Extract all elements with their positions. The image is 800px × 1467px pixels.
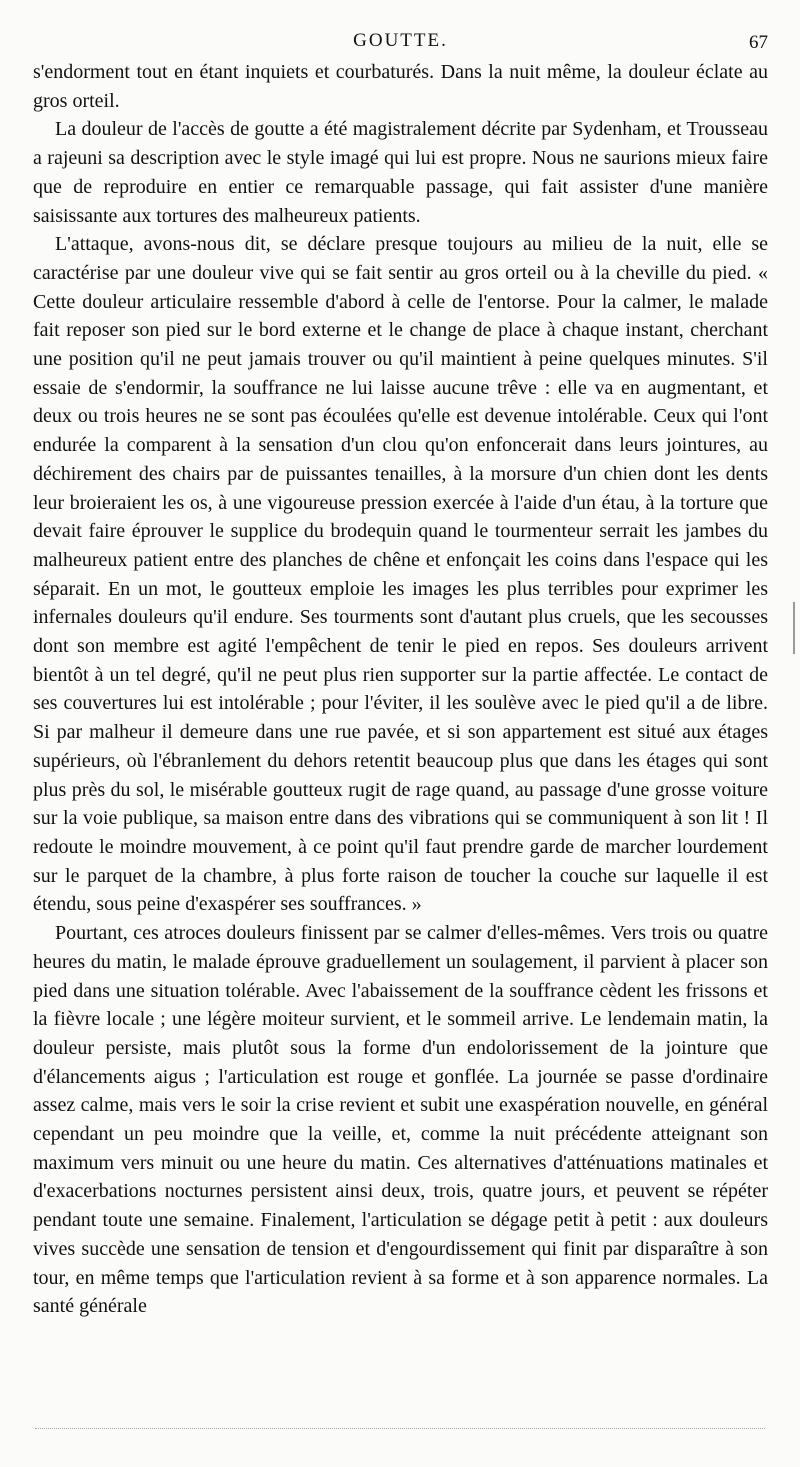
page-number: 67	[749, 32, 768, 53]
margin-mark	[793, 602, 795, 654]
paragraph-4: Pourtant, ces atroces douleurs finissent par se calmer d'elles-mêmes. Vers trois ou quatre heures du matin, le malade éprouve graduellement un soulagement, il parvient à placer son pied dans une situation tolérable. Avec l'abaissement de la souffrance cèdent les frissons et la fièvre locale ; une légère moiteur survient, et le sommeil arrive. Le lendemain matin, la douleur persiste, mais plutôt sous la forme d'un endolorissement de la jointure que d'élancements aigus ; l'articulation est rouge et gonflée. La journée se passe d'ordinaire assez calme, mais vers le soir la crise revient et subit une exaspération nouvelle, en général cependant un peu moindre que la veille, et, comme la nuit précédente atteignant son maximum vers minuit ou une heure du matin. Ces alternatives d'atténuations matinales et d'exacerbations nocturnes persistent ainsi deux, trois, quatre jours, et peuvent se répéter pendant toute une semaine. Finalement, l'articulation se dégage petit à petit : aux douleurs vives succède une sensation de tension et d'engourdissement qui finit par disparaître à son tour, en même temps que l'articulation revient à sa forme et à son apparence normales. La santé générale	[33, 922, 768, 1318]
paragraph-3: L'attaque, avons-nous dit, se déclare presque toujours au milieu de la nuit, elle se caractérise par une douleur vive qui se fait sentir au gros orteil ou à la cheville du pied. « Cette douleur articulaire ressemble d'abord à celle de l'entorse. Pour la calmer, le malade fait reposer son pied sur le bord externe et le change de place à chaque instant, cherchant une position qu'il ne peut jamais trouver ou qu'il maintient à peine quelques minutes. S'il essaie de s'endormir, la souffrance ne lui laisse aucune trêve : elle va en augmentant, et deux ou trois heures ne se sont pas écoulées qu'elle est devenue intolérable. Ceux qui l'ont endurée la comparent à la sensation d'un clou qu'on enfoncerait dans leurs jointures, au déchirement des chairs par de puissantes tenailles, à la morsure d'un chien dont les dents leur broieraient les os, à une vigoureuse pression exercée à l'aide d'un étau, à la torture que devait faire éprouver le supplice du brodequin quand le tourmenteur serrait les jambes du malheureux patient entre des planches de chêne et enfonçait les coins dans l'espace qui les séparait. En un mot, le goutteux emploie les images les plus terribles pour exprimer les infernales douleurs qu'il endure. Ses tourments sont d'autant plus cruels, que les secousses dont son membre est agité l'empêchent de tenir le pied en repos. Ses douleurs arrivent bientôt à un tel degré, qu'il ne peut plus rien supporter sur la partie affectée. Le contact de ses couvertures lui est intolérable ; pour l'éviter, il les soulève avec le pied qu'il a de libre. Si par malheur il demeure dans une rue pavée, et si son appartement est situé aux étages supérieurs, où l'ébranlement du dehors retentit beaucoup plus que dans les étages qui sont plus près du sol, le misérable goutteux rugit de rage quand, au passage d'une grosse voiture sur la voie publique, sa maison entre dans des vibrations qui se communiquent à son lit ! Il redoute le moindre mouvement, à ce point qu'il faut prendre garde de marcher lourdement sur le parquet de la chambre, à plus forte raison de toucher la couche sur laquelle il est étendu, sous peine d'exaspérer ses souffrances. »	[33, 233, 768, 916]
running-title: GOUTTE.	[353, 30, 448, 51]
footer-dotted-rule	[35, 1428, 765, 1429]
book-page	[33, 28, 768, 1321]
paragraph-1: s'endorment tout en étant inquiets et courbaturés. Dans la nuit même, la douleur éclate au gros orteil.	[33, 61, 768, 112]
paragraph-2: La douleur de l'accès de goutte a été magistralement décrite par Sydenham, et Trousseau a rajeuni sa description avec le style imagé qui lui est propre. Nous ne saurions mieux faire que de reproduire en entier ce remarquable passage, qui fait assister d'une manière saisissante aux tortures des malheureux patients.	[33, 118, 768, 227]
page-header	[33, 28, 768, 58]
body-text	[33, 58, 768, 1321]
